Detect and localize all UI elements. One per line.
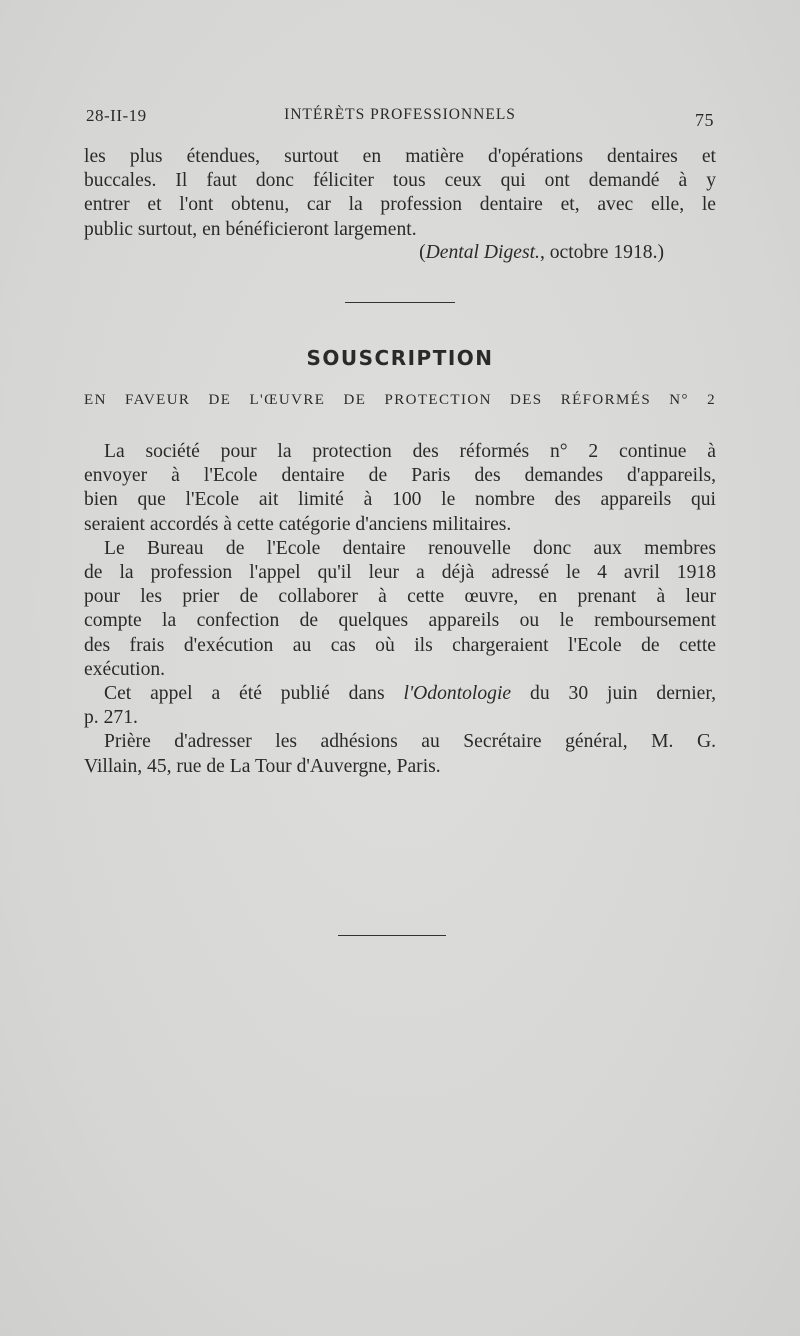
text-line: La société pour la protection des réformés n° 2 continue à — [104, 441, 716, 462]
text-line: p. 271. — [84, 707, 138, 729]
text-line: les plus étendues, surtout en matière d'opérations dentaires et — [84, 146, 716, 167]
text-line: envoyer à l'Ecole dentaire de Paris des demandes d'appareils, — [84, 465, 716, 487]
article-body — [84, 440, 716, 779]
text-line: Prière d'adresser les adhésions au Secrétaire général, M. G. — [104, 731, 716, 753]
text-line: compte la confection de quelques appareils ou le remboursement — [84, 610, 716, 632]
intro-paragraph — [84, 145, 716, 242]
source-citation — [84, 242, 664, 264]
text-line: de la profession l'appel qu'il leur a déjà adressé le 4 avril 1918 — [84, 562, 716, 584]
end-divider — [338, 935, 446, 936]
journal-name: l'Odontologie — [403, 683, 512, 705]
text-line: exécution. — [84, 658, 166, 680]
issue-date: 28-II-19 — [86, 106, 147, 125]
running-head — [86, 106, 714, 134]
text-line: pour les prier de collaborer à cette œuvre, en prenant à leur — [84, 586, 716, 608]
text-line: des frais d'exécution au cas où ils chargeraient l'Ecole de cette — [84, 634, 716, 656]
citation-open: ( — [419, 242, 426, 263]
text-line: Villain, 45, rue de La Tour d'Auvergne, Paris. — [84, 755, 441, 777]
text-line: Le Bureau de l'Ecole dentaire renouvelle donc aux membres — [104, 537, 716, 559]
text-fragment: du 30 juin dernier, — [511, 683, 716, 705]
text-line: entrer et l'ont obtenu, car la profession dentaire et, avec elle, le — [84, 194, 716, 216]
text-fragment: Cet appel a été publié dans — [104, 683, 404, 705]
page-number: 75 — [695, 110, 714, 130]
article-title: SOUSCRIPTION — [306, 346, 494, 370]
text-line: buccales. Il faut donc féliciter tous ceux qui ont demandé à y — [84, 170, 716, 192]
text-line: seraient accordés à cette catégorie d'anciens militaires. — [84, 513, 512, 535]
text-line — [84, 682, 716, 706]
article-subtitle: EN FAVEUR DE L'ŒUVRE DE PROTECTION DES RÉFORMÉS N° 2 — [84, 392, 716, 408]
journal-name: Dental Digest. — [425, 242, 540, 263]
text-line: public surtout, en bénéficieront largement. — [84, 218, 417, 240]
text-line: bien que l'Ecole ait limité à 100 le nombre des appareils qui — [84, 489, 716, 511]
section-divider — [345, 302, 455, 303]
section-heading: INTÉRÈTS PROFESSIONNELS — [284, 106, 516, 123]
citation-date: , octobre 1918.) — [539, 242, 664, 263]
